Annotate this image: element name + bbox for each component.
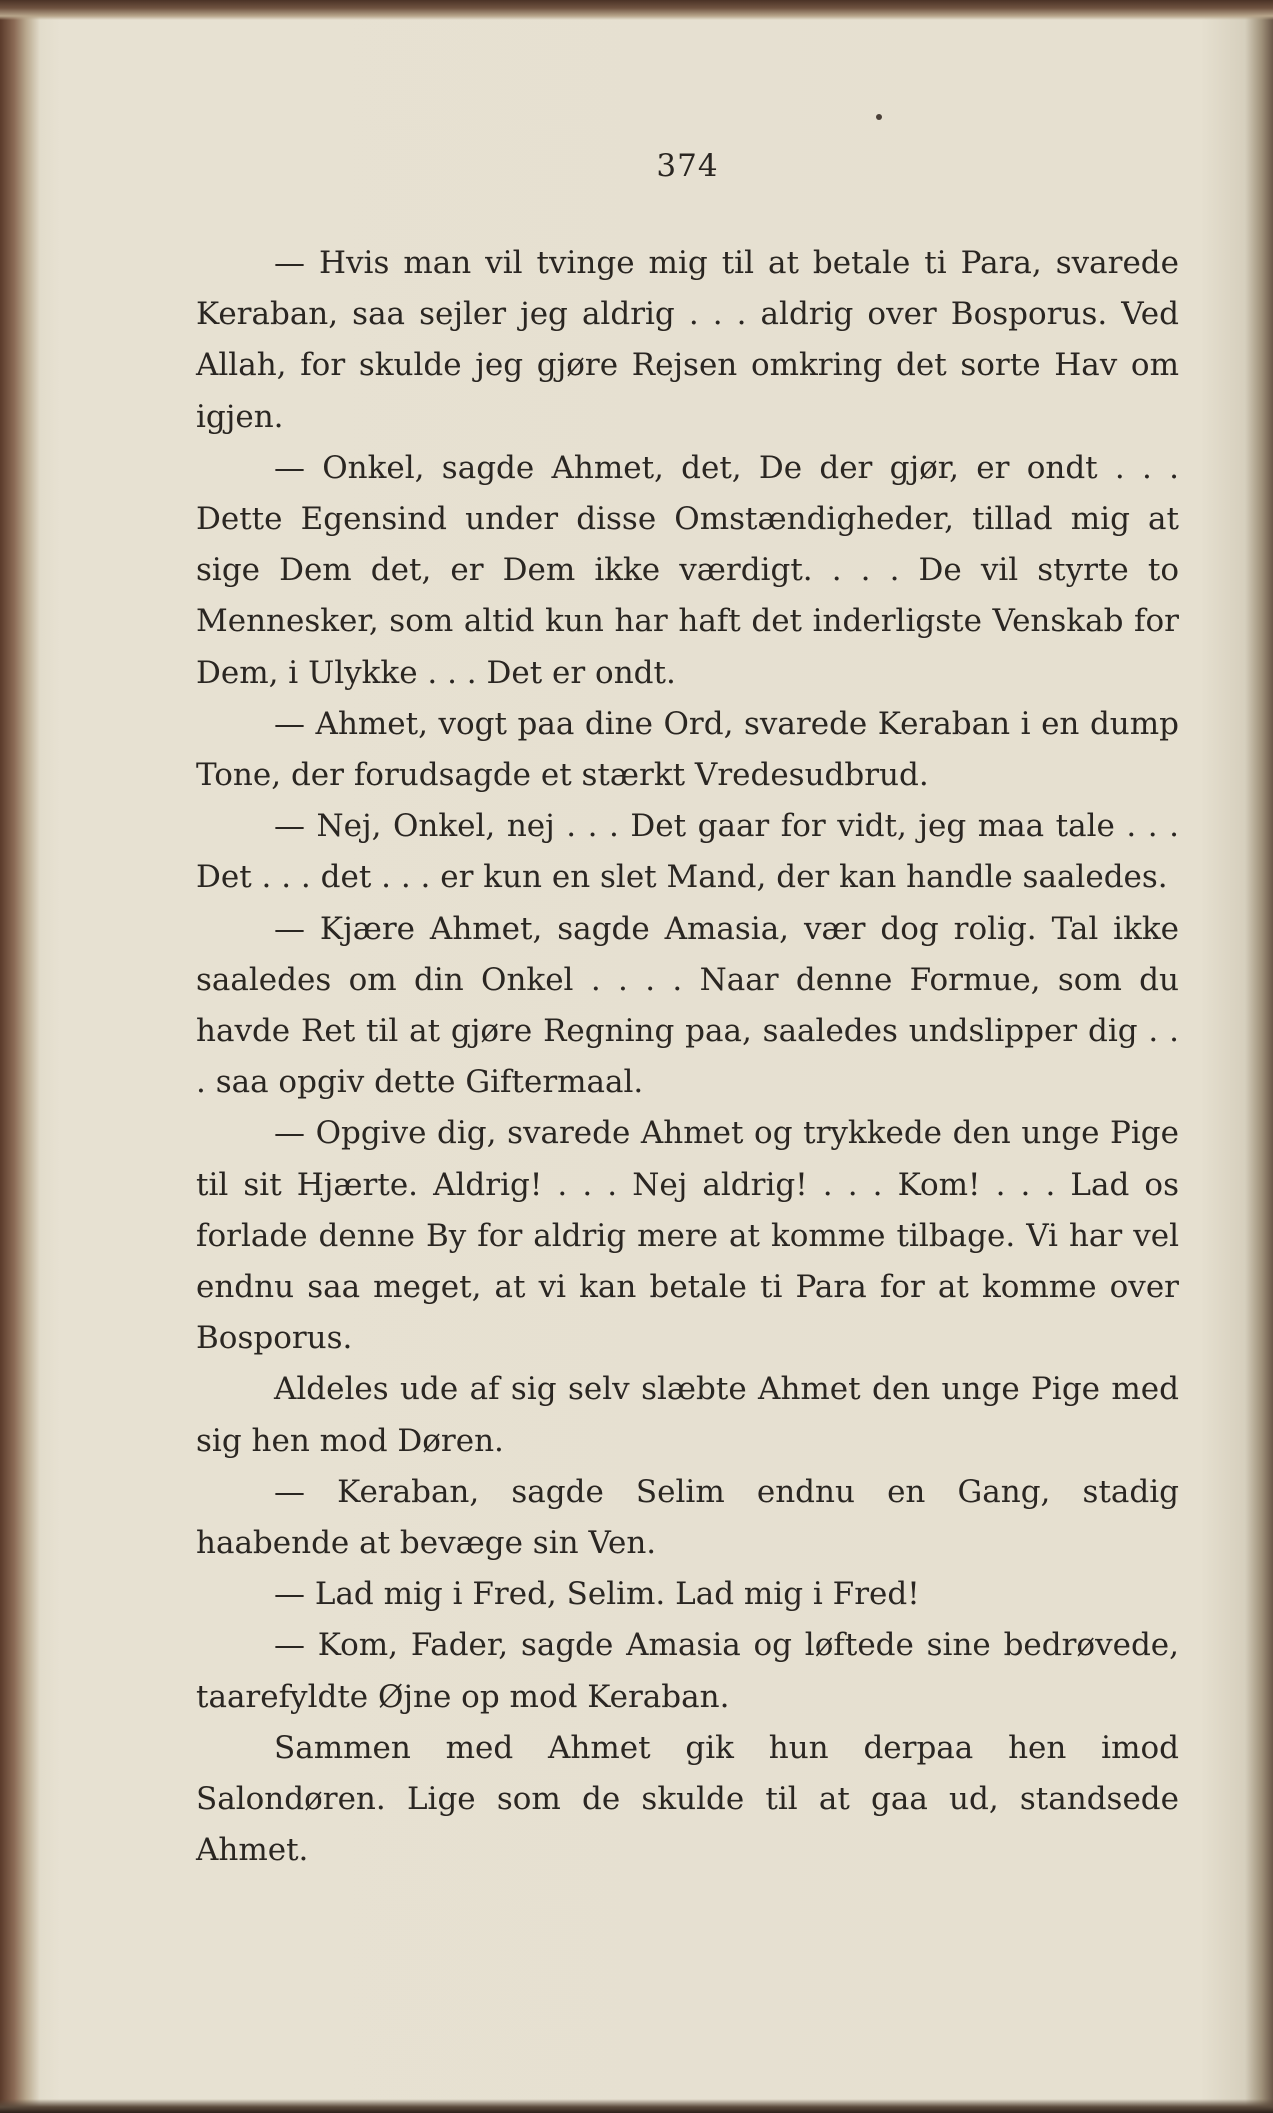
paragraph-5: — Kjære Ahmet, sagde Amasia, vær dog rolig. Tal ikke saaledes om din Onkel . . . . Naar denne Formue, som du havde Ret til at gjøre Regning paa, saaledes undslipper dig . . . saa opgiv dette Giftermaal. bbox=[196, 910, 1179, 1101]
paragraph-1: — Hvis man vil tvinge mig til at betale ti Para, svarede Keraban, saa sejler jeg aldrig . . . aldrig over Bosporus. Ved Allah, for skulde jeg gjøre Rejsen omkring det sorte Hav om igjen. bbox=[196, 245, 1179, 435]
paragraph-4: — Nej, Onkel, nej . . . Det gaar for vidt, jeg maa tale . . . Det . . . det . . . er kun en slet Mand, der kan handle saaledes. bbox=[196, 808, 1179, 896]
paragraph-8: — Keraban, sagde Selim endnu en Gang, stadig haabende at bevæge sin Ven. bbox=[196, 1473, 1179, 1562]
paragraph-6: — Opgive dig, svarede Ahmet og trykkede den unge Pige til sit Hjærte. Aldrig! . . . Nej aldrig! . . . Kom! . . . Lad os forlade denne By for aldrig mere at komme tilbage. Vi har vel endnu saa meget, at vi kan betale ti Para for at komme over Bosporus. bbox=[196, 1115, 1179, 1357]
page-number: 374 bbox=[656, 148, 719, 184]
paragraph-2: — Onkel, sagde Ahmet, det, De der gjør, er ondt . . . Dette Egensind under disse Omstændigheder, tillad mig at sige Dem det, er Dem ikke værdigt. . . . De vil styrte to Mennesker, som altid kun har haft det inderligste Venskab for Dem, i Ulykke . . . Det er ondt. bbox=[196, 449, 1179, 691]
page-bottom-edge bbox=[0, 2099, 1273, 2113]
paragraph-10: — Kom, Fader, sagde Amasia og løftede sine bedrøvede, taarefyldte Øjne op mod Keraban. bbox=[196, 1627, 1179, 1715]
page-top-edge bbox=[0, 0, 1273, 20]
page-content bbox=[196, 140, 1179, 1877]
paragraph-9: — Lad mig i Fred, Selim. Lad mig i Fred! bbox=[274, 1576, 920, 1613]
paragraph-3: — Ahmet, vogt paa dine Ord, svarede Keraban i en dump Tone, der forudsagde et stærkt Vredesudbrud. bbox=[196, 705, 1179, 794]
paragraph-11: Sammen med Ahmet gik hun derpaa hen imod Salondøren. Lige som de skulde til at gaa ud, standsede Ahmet. bbox=[196, 1729, 1179, 1869]
paragraph-7: Aldeles ude af sig selv slæbte Ahmet den unge Pige med sig hen mod Døren. bbox=[196, 1371, 1179, 1459]
ink-speck bbox=[876, 114, 882, 120]
